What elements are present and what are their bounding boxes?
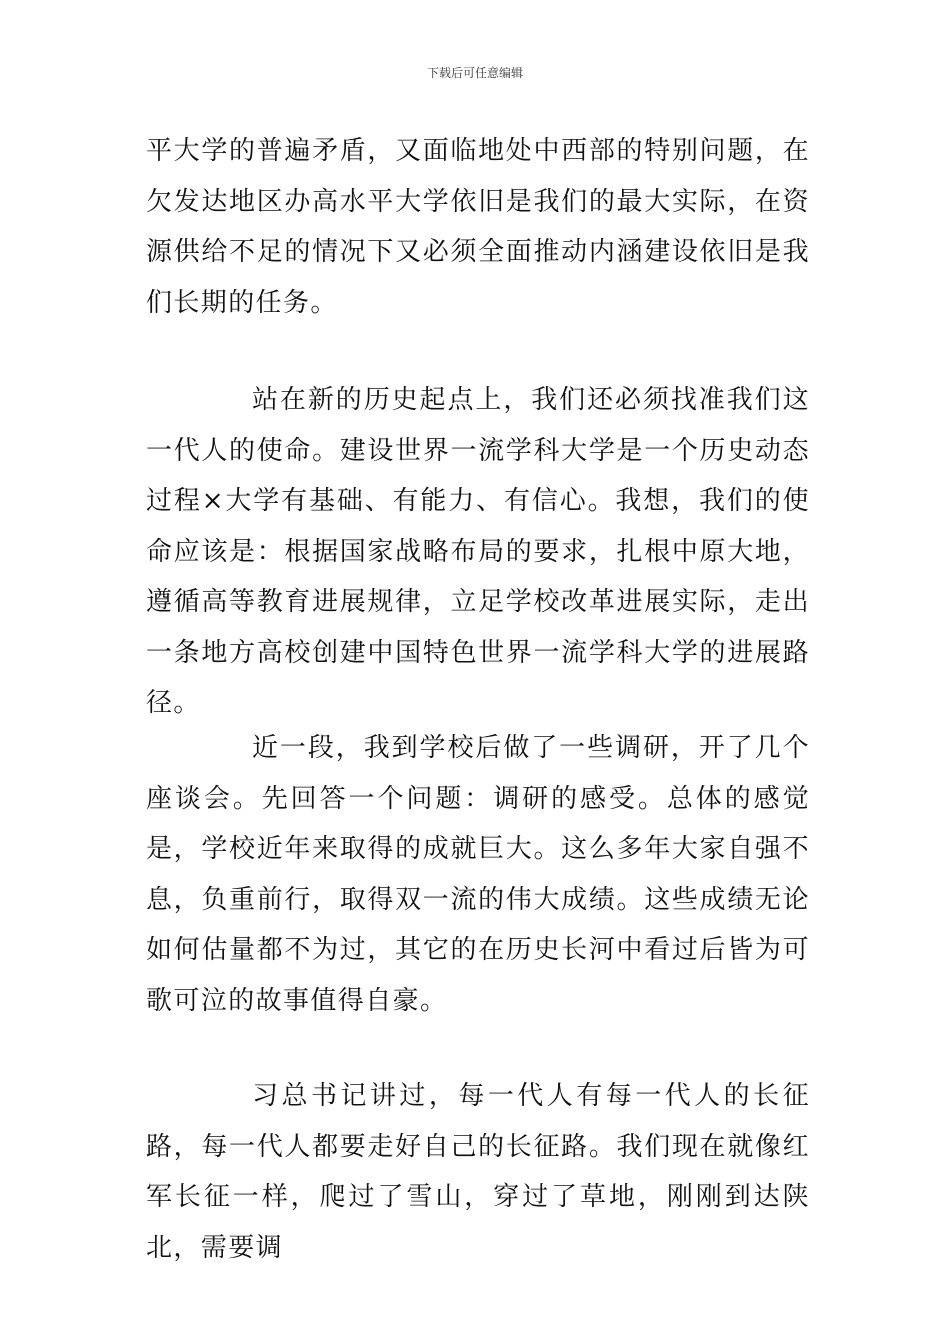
body-paragraph-2: 站在新的历史起点上，我们还必须找准我们这一代人的使命。建设世界一流学科大学是一个历史动态过程×大学有基础、有能力、有信心。我想，我们的使命应该是：根据国家战略布局的要求，扎根中原大地，遵循高等教育进展规律，立足学校改革进展实际，走出一条地方高校创建中国特色世界一流学科大学的进展路径。 xyxy=(146,385,810,718)
body-paragraph-1: 平大学的普遍矛盾，又面临地处中西部的特别问题，在欠发达地区办高水平大学依旧是我们的最大实际，在资源供给不足的情况下又必须全面推动内涵建设依旧是我们长期的任务。 xyxy=(146,136,810,318)
page-header: 下载后可任意编辑 xyxy=(426,66,523,80)
body-paragraph-3: 近一段，我到学校后做了一些调研，开了几个座谈会。先回答一个问题：调研的感受。总体的感觉是，学校近年来取得的成就巨大。这么多年大家自强不息，负重前行，取得双一流的伟大成绩。这些成绩无论如何估量都不为过，其它的在历史长河中看过后皆为可歌可泣的故事值得自豪。 xyxy=(146,733,810,1016)
body-paragraph-4: 习总书记讲过，每一代人有每一代人的长征路，每一代人都要走好自己的长征路。我们现在就像红军长征一样，爬过了雪山，穿过了草地，刚刚到达陕北，需要调 xyxy=(146,1081,810,1263)
